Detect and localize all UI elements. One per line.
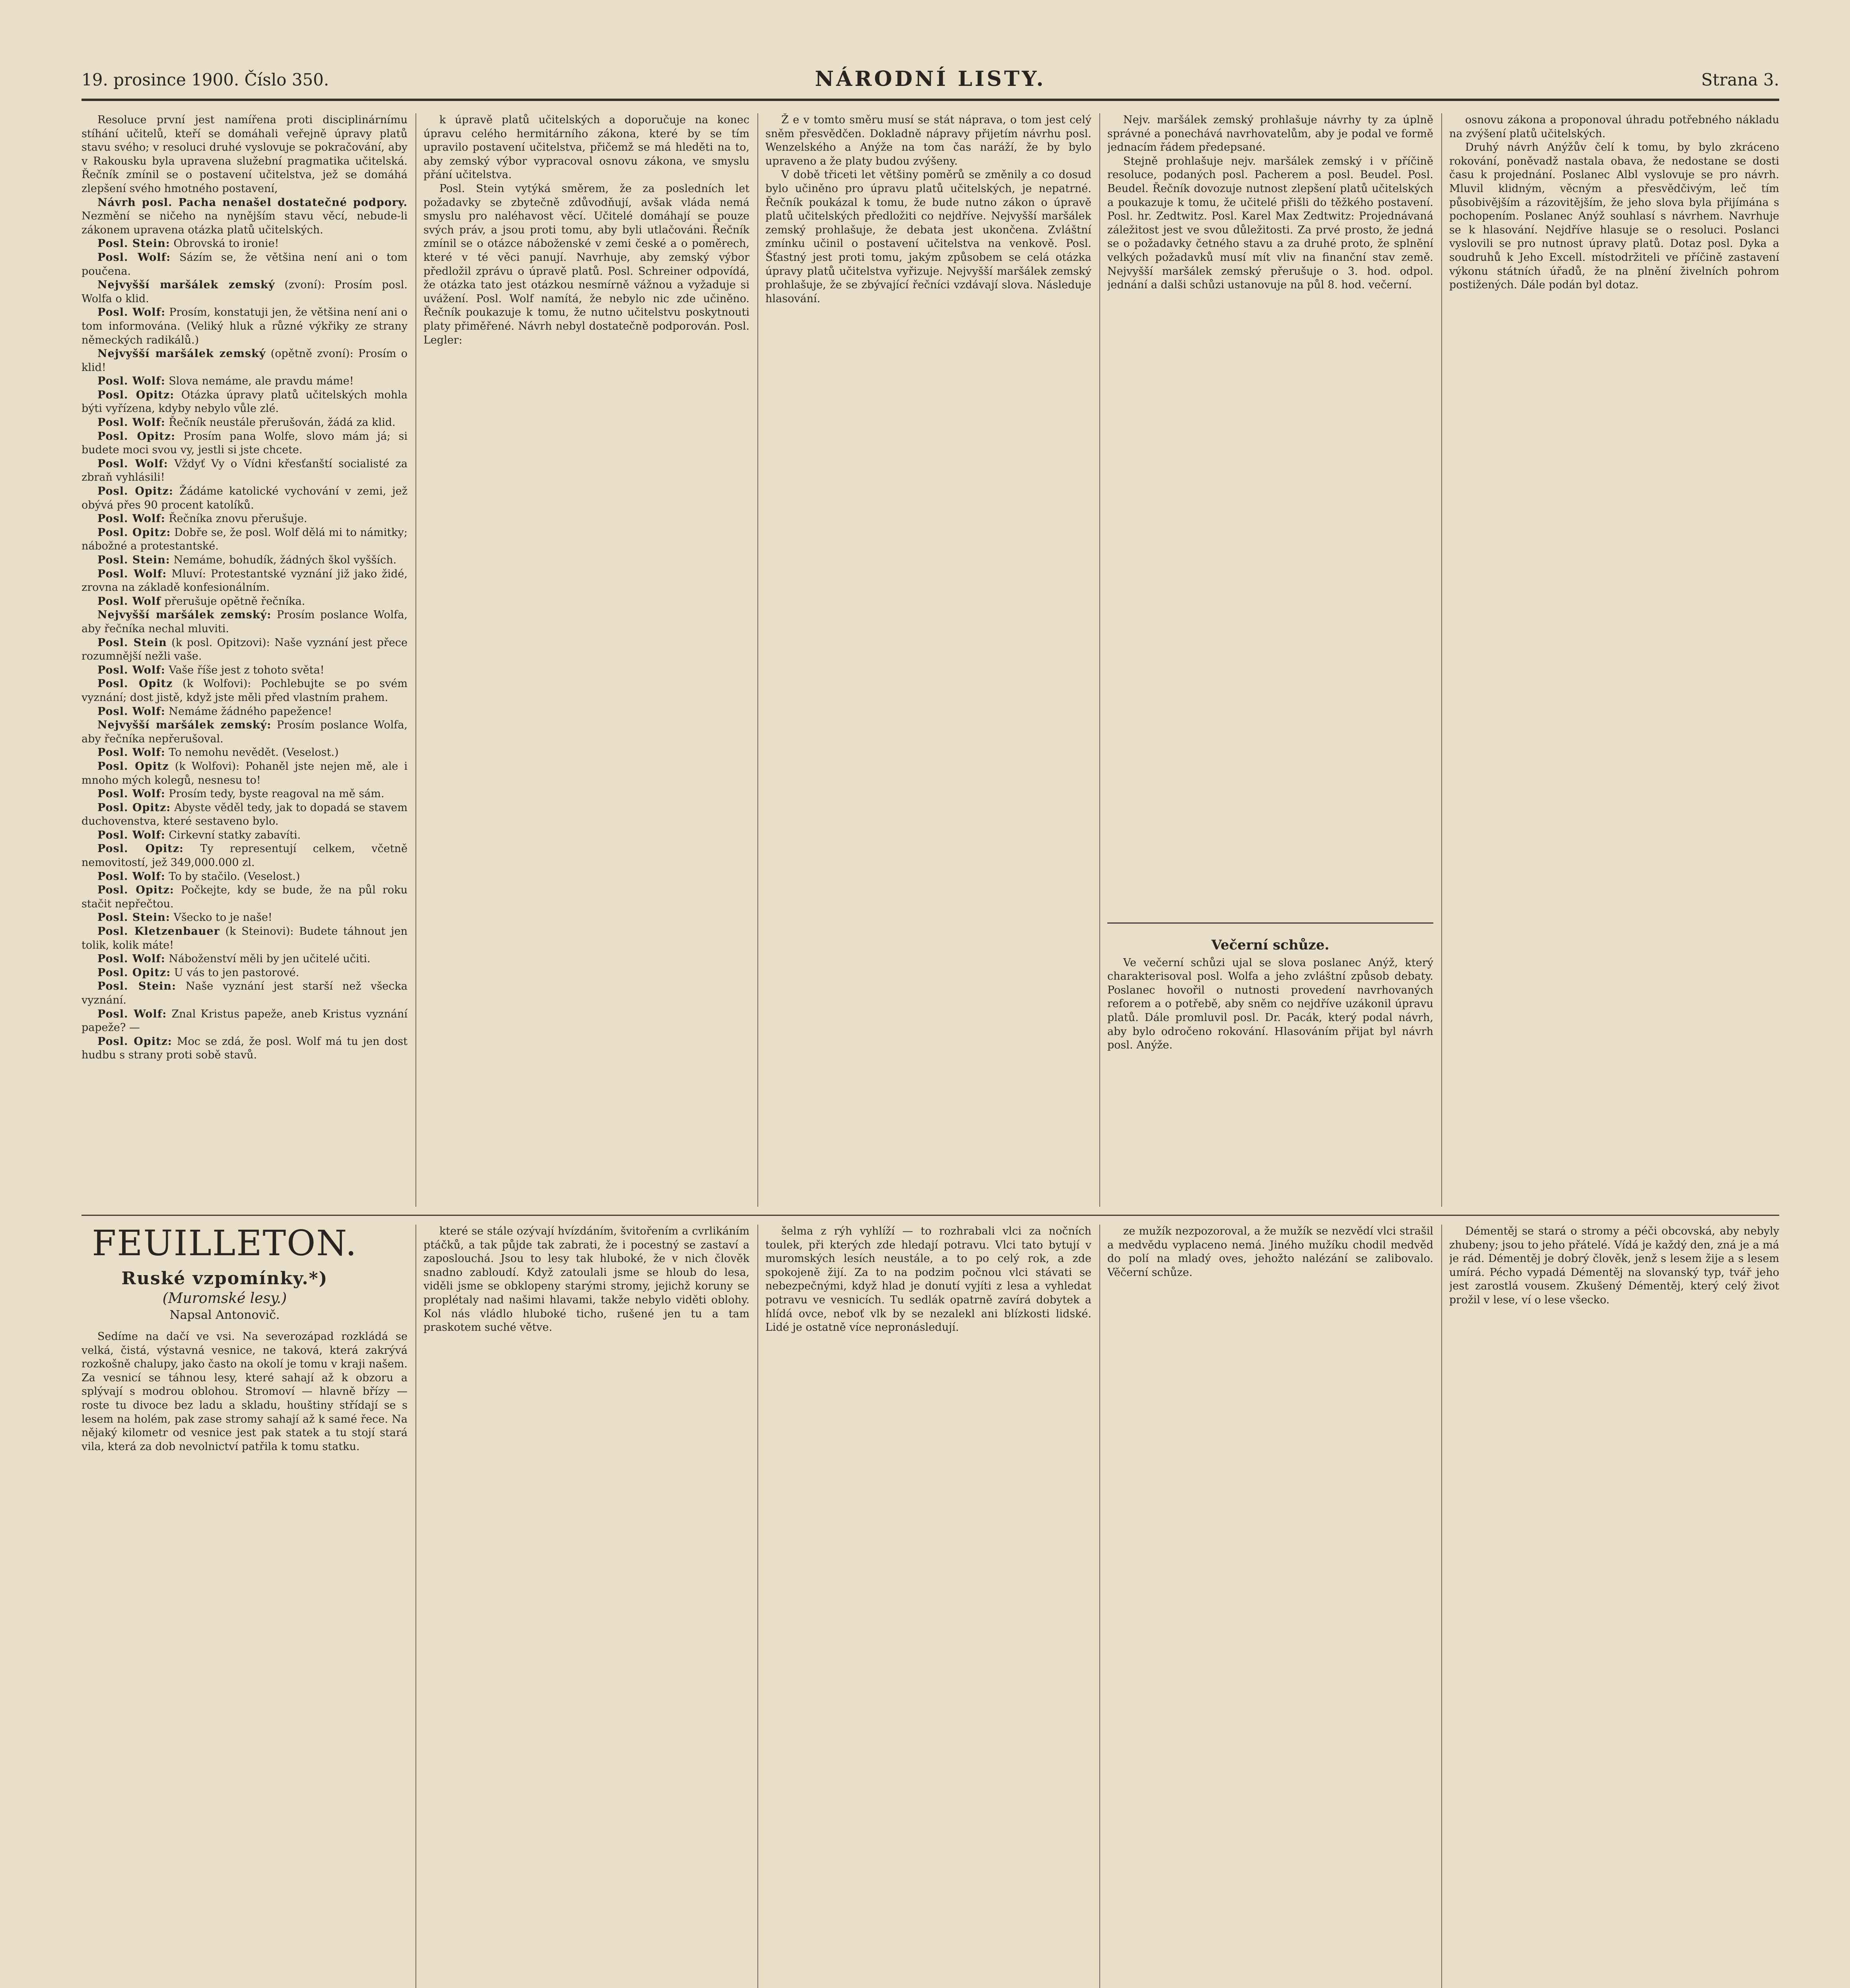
feuilleton-column-3	[765, 1225, 1091, 1988]
speaker-name: Posl. Opitz:	[97, 388, 175, 401]
speaker-name: Posl. Opitz:	[97, 485, 173, 498]
speech-text: přerušuje opětně řečníka.	[164, 595, 305, 608]
feuilleton-text-2: které se stále ozývají hvízdáním, švitořením a cvrlikáním ptáčků, a tak půjde tak zabrati, že i pocestný se zastaví a zaposlouchá. Jsou to lesy tak hluboké, že v nich člověk snadno zabloudí. Když zatoulali jsme se hloub do lesa, viděli jsme se obklopeny starými stromy, jejichž koruny se proplétaly nad našimi hlavami, takže nebylo viděti oblohy. Kol nás vládlo hluboké ticho, rušené jen tu a tam praskotem suché větve.	[423, 1225, 749, 1334]
evening-session-text: Ve večerní schůzi ujal se slova poslanec Anýž, který charakterisoval posl. Wolfa a jeho zvláštní způsob debaty. Poslanec hovořil o nutnosti provedení navrhovaných reforem a o potřebě, aby sněm co nejdříve uzákonil úpravu platů. Dále promluvil posl. Dr. Pacák, který podal návrh, aby bylo odročeno rokování. Hlasováním přijat byl návrh posl. Anýže.	[1107, 956, 1433, 1052]
speech-text: Náboženství měli by jen učitelé učiti.	[169, 953, 371, 965]
speech-paragraph	[82, 512, 408, 526]
speaker-name: Posl. Wolf:	[97, 870, 165, 883]
speech-text: Moc se zdá, že posl. Wolf má tu jen dost hudbu s strany proti sobě stavů.	[82, 1035, 408, 1062]
speech-text: (k Wolfovi): Pochlebujte se po svém vyznání; dost jistě, když jste měli před vlastním prahem.	[82, 678, 408, 704]
speech-text: Otázka úpravy platů učitelských mohla býti vyřízena, kdyby nebylo vůle zlé.	[82, 388, 408, 415]
speech-text: (k posl. Opitzovi): Naše vyznání jest přece rozumnější nežli vaše.	[82, 636, 408, 663]
speaker-name: Posl. Opitz:	[97, 526, 171, 539]
speaker-name: Posl. Wolf:	[97, 953, 165, 965]
column-3	[765, 113, 1091, 1207]
speech-text: (zvoní): Prosím posl. Wolfa o klid.	[82, 279, 408, 305]
feuilleton-text-4: ze mužík nezpozoroval, a že mužík se nezvědí vlci strašil a medvědu vyplaceno nemá. Jiného mužíku chodil medvěd do polí na mladý oves, jehožto nalézání se zalibovalo. Věčerní schůze.	[1107, 1225, 1433, 1279]
column-separator	[1099, 1225, 1100, 1988]
speaker-name: Posl. Wolf:	[97, 664, 165, 676]
column-1	[82, 113, 408, 1207]
speech-paragraph	[82, 760, 408, 787]
speech-text: Nemáme, bohudík, žádných škol vyšších.	[173, 554, 397, 566]
column-separator	[1441, 1225, 1442, 1988]
speech-text: Sázím se, že většina není ani o tom poučena.	[82, 251, 408, 278]
speech-text: Obrovská to ironie!	[173, 237, 279, 250]
speaker-list	[82, 196, 408, 1062]
speaker-name: Posl. Opitz:	[97, 801, 171, 814]
speech-text: Vždyť Vy o Vídni křesťanští socialisté za zbraň vyhlásili!	[82, 457, 408, 484]
speech-text: (opětně zvoní): Prosím o klid!	[82, 348, 408, 374]
speaker-name: Nejvyšší maršálek zemský:	[97, 719, 272, 732]
speaker-name: Posl. Opitz:	[97, 843, 184, 855]
speech-text: Mluví: Protestantské vyznání již jako židé, zrovna na základě konfesionálním.	[82, 567, 408, 594]
speaker-name: Posl. Wolf:	[97, 375, 165, 388]
speech-paragraph	[82, 457, 408, 485]
column-separator	[1099, 113, 1100, 1207]
speech-text: Znal Kristus papeže, aneb Kristus vyznání papeže? —	[82, 1008, 408, 1034]
column-1-lead: Resoluce první jest namířena proti disciplinárnímu stíhání učitelů, kteří se domáhali veřejně úpravy platů stavu svého; v resoluci druhé vyslovuje se pokračování, aby v Rakousku byla upravena služební pragmatika učitelská. Řečník zmínil se o postavení učitelstva, jež se domáhá zlepšení svého hmotného postavení,	[82, 114, 408, 195]
speech-paragraph	[82, 388, 408, 416]
column-3-lead: Ž e v tomto směru musí se stát náprava, o tom jest celý sněm přesvědčen. Dokladně nápravy přijetím návrhu posl. Wenzelského a Anýže na tom čas naráží, že by bylo upraveno a že platy budou zvýšeny.	[765, 114, 1091, 167]
speaker-name: Posl. Stein	[97, 636, 167, 649]
speech-text: Ty representují celkem, včetně nemovitostí, jež 349,000.000 zl.	[82, 843, 408, 869]
speech-text: To nemohu nevědět. (Veselost.)	[169, 746, 339, 759]
story-title: Ruské vzpomínky.*)	[121, 1268, 328, 1289]
feuilleton-text-5: Démentěj se stará o stromy a péči obcovská, aby nebyly zhubeny; jsou to jeho přátelé. Vídá je každý den, zná je a má je rád. Démentěj je dobrý člověk, jenž s lesem žije a s lesem umírá. Pécho vypadá Démentěj na slovanský typ, tvář jeho jest zarostlá vousem. Zkušený Démentěj, který celý život prožil v lese, ví o lese všecko.	[1449, 1225, 1779, 1306]
speech-text: U vás to jen pastorové.	[174, 966, 299, 979]
speech-text: Prosím pana Wolfe, slovo mám já; si budete moci svou vy, jestli si jste chcete.	[82, 430, 408, 456]
speech-paragraph	[82, 567, 408, 595]
speech-text: Všecko to je naše!	[173, 911, 272, 924]
speech-paragraph	[82, 787, 408, 801]
speech-paragraph	[82, 718, 408, 746]
feuilleton-column-5	[1449, 1225, 1779, 1988]
column-separator	[415, 113, 416, 1207]
speaker-name: Posl. Stein:	[97, 554, 170, 566]
page-number: Strana 3.	[1701, 70, 1779, 89]
speech-text: Nezmění se ničeho na nynějším stavu věcí, nebude-li zákonem upravena otázka platů učitelských.	[82, 210, 408, 236]
speech-text: Slova nemáme, ale pravdu máme!	[169, 375, 354, 388]
speech-paragraph	[82, 608, 408, 636]
speaker-name: Posl. Wolf	[97, 595, 161, 608]
speaker-name: Posl. Opitz:	[97, 430, 176, 443]
speaker-name: Posl. Wolf:	[97, 1008, 167, 1020]
speaker-name: Posl. Opitz	[97, 760, 169, 773]
speech-paragraph	[82, 842, 408, 870]
column-5-lead: osnovu zákona a proponoval úhradu potřebného nákladu na zvýšení platů učitelských.	[1449, 114, 1779, 140]
speech-paragraph	[82, 347, 408, 375]
column-separator	[415, 1225, 416, 1988]
speaker-name: Posl. Wolf:	[97, 513, 165, 525]
column-4	[1107, 113, 1433, 909]
speech-paragraph	[82, 636, 408, 664]
speech-paragraph	[82, 952, 408, 966]
column-2	[423, 113, 749, 1207]
column-separator	[757, 1225, 758, 1988]
feuilleton-rule	[82, 1215, 1779, 1216]
speech-paragraph	[82, 416, 408, 430]
speech-paragraph	[82, 677, 408, 705]
feuilleton-column-4	[1107, 1225, 1433, 1988]
section-rule	[1107, 922, 1433, 924]
speech-text: Cirkevní statky zabavíti.	[169, 829, 301, 841]
newspaper-title: NÁRODNÍ LISTY.	[815, 67, 1046, 91]
header-rule	[82, 99, 1779, 101]
speech-paragraph	[82, 966, 408, 980]
speech-text: Řečníka znovu přerušuje.	[169, 513, 307, 525]
speaker-name: Nejvyšší maršálek zemský:	[97, 609, 272, 621]
speech-paragraph	[82, 553, 408, 567]
speech-paragraph	[82, 430, 408, 457]
speaker-name: Posl. Opitz:	[97, 884, 174, 897]
speech-paragraph	[82, 829, 408, 843]
speech-text: Řečník neustále přerušován, žádá za klid.	[169, 416, 396, 429]
column-separator	[757, 113, 758, 1207]
feuilleton-title: FEUILLETON.	[92, 1223, 357, 1264]
speech-paragraph	[82, 1035, 408, 1062]
speech-paragraph	[82, 705, 408, 719]
feuilleton-column-1	[82, 1330, 408, 1988]
feuilleton-text-3: šelma z rýh vyhlíží — to rozhrabali vlci za nočních toulek, při kterých zde hledají potravu. Vlci tato bytují v muromských lesích neustále, a to po celý rok, a zde spokojeně žijí. Za to na podzim počnou vlci stávati se nebezpečnými, když hlad je donutí vyjíti z lesa a vyhledat potravu ve vesnicích. Tu sedlák opatrně zavírá dobytek a hlídá ovce, neboť vlk by se nezalekl ani blízkosti lidské. Lidé je ostatně více nepronásledují.	[765, 1225, 1091, 1334]
speech-paragraph	[82, 251, 408, 278]
speaker-name: Posl. Wolf:	[97, 746, 165, 759]
speaker-name: Posl. Stein:	[97, 237, 170, 250]
speaker-name: Posl. Stein:	[97, 911, 170, 924]
speaker-name: Posl. Wolf:	[97, 567, 167, 580]
speaker-name: Posl. Wolf:	[97, 251, 171, 264]
speech-paragraph	[82, 526, 408, 553]
evening-session-title: Večerní schůze.	[1211, 937, 1330, 953]
speaker-name: Návrh posl. Pacha nenašel dostatečné podpory.	[97, 196, 408, 209]
speaker-name: Posl. Opitz:	[97, 966, 171, 979]
column-4-body: Stejně prohlašuje nejv. maršálek zemský i v příčině resoluce, podaných posl. Pacherem a posl. Beudel. Posl. Beudel. Řečník dovozuje nutnost zlepšení platů učitelských a poukazuje k tomu, že učitelé přišli do těžkého postavení. Posl. hr. Zedtwitz. Posl. Karel Max Zedtwitz: Projednávaná záležitost jest ve svou důležitosti. Za prvé prosto, že jedná se o požadavky četného stavu a za druhé proto, že splnění velkých požadavků musí mít vliv na finanční stav země. Nejvyšší maršálek zemský přerušuje o 3. hod. odpol. jednání a dalši schůzi ustanovuje na půl 8. hod. večerní.	[1107, 155, 1433, 291]
speaker-name: Posl. Wolf:	[97, 788, 165, 800]
speech-paragraph	[82, 196, 408, 237]
speech-text: Počkejte, kdy se bude, že na půl roku stačit nepřečtou.	[82, 884, 408, 910]
speech-text: Prosím tedy, byste reagoval na mě sám.	[169, 788, 384, 800]
speaker-name: Posl. Wolf:	[97, 306, 166, 319]
speaker-name: Posl. Opitz:	[97, 1035, 172, 1048]
feuilleton-text-1: Sedíme na dačí ve vsi. Na severozápad rozkládá se velká, čistá, výstavná vesnice, ne taková, která zakrývá rozkošně chalupy, jako často na okolí je tomu v kraji našem. Za vesnicí se táhnou lesy, které sahají až k obzoru a splývají s modrou oblohou. Stromoví — hlavně břízy — roste tu divoce bez ladu a skladu, houštiny střídají se s lesem na holém, pak zase stromy sahají až k samé řece. Na nějaký kilometr od vesnice jest pak statek a tu stojí stará vila, která za dob nevolnictví patřila k tomu statku.	[82, 1330, 408, 1453]
speech-text: (k Wolfovi): Pohaněl jste nejen mě, ale i mnoho mých kolegů, nesnesu to!	[82, 760, 408, 786]
issue-date: 19. prosince 1900. Číslo 350.	[82, 70, 329, 89]
column-3-body: V době třiceti let většiny poměrů se změnily a co dosud bylo učiněno pro úpravu platů učitelských, je nepatrné. Řečník poukázal k tomu, že bude nutno zákon o úpravě platů učitelských předložiti co nejdříve. Nejvyšší maršálek zemský prohlašuje, že debata jest ukončena. Zvláštní zmínku učinil o postavení učitelstva na venkově. Posl. Šťastný jest proti tomu, jakým způsobem se celá otázka úpravy platů učitelstva vyřizuje. Nejvyšší maršálek zemský prohlašuje, že se zbývající řečníci vzdávají slova. Následuje hlasování.	[765, 169, 1091, 305]
speech-paragraph	[82, 1008, 408, 1035]
column-separator	[1441, 113, 1442, 1207]
column-2-lead: k úpravě platů učitelských a doporučuje na konec úpravu celého hermitárního zákona, které by se tím upravilo postavení učitelstva, přičemž se má hleděti na to, aby zemský výbor vypracoval osnovu zákona, ve smyslu přání učitelstva.	[423, 114, 749, 181]
speaker-name: Posl. Wolf:	[97, 416, 165, 429]
speech-paragraph	[82, 237, 408, 251]
speech-text: Prosím poslance Wolfa, aby řečníka nepřerušoval.	[82, 719, 408, 745]
speech-paragraph	[82, 870, 408, 884]
speaker-name: Nejvyšší maršálek zemský	[97, 279, 275, 291]
speech-paragraph	[82, 980, 408, 1007]
speech-paragraph	[82, 925, 408, 952]
column-2-body: Posl. Stein vytýká směrem, že za posledních let požadavky se zbytečně zdůvodňují, avšak vláda nemá smyslu pro naléhavost věcí. Učitelé domáhají se pouze svých práv, a jsou proti tomu, aby byli utlačováni. Řečník zmínil se o otázce náboženské v zemi české a o poměrech, které v té věci panují. Navrhuje, aby zemský výbor předložil zprávu o úpravě platů. Posl. Schreiner odpovídá, že otázka tato jest otázkou nesmírně vážnou a vyžaduje si uvážení. Posl. Wolf namítá, že nebylo nic zde učiněno. Řečník poukazuje k tomu, že nutno učitelstvu poskytnouti platy přiměřené. Návrh nebyl dostatečně podporován. Posl. Legler:	[423, 182, 749, 346]
speech-paragraph	[82, 485, 408, 512]
feuilleton-column-2	[423, 1225, 749, 1988]
speech-paragraph	[82, 306, 408, 347]
speech-paragraph	[82, 595, 408, 609]
story-author: Napsal Antonovič.	[169, 1308, 280, 1322]
evening-session	[1107, 934, 1433, 1209]
speech-text: Dobře se, že posl. Wolf dělá mi to námitky; nábožné a protestantské.	[82, 526, 408, 553]
speech-text: Naše vyznání jest starší než všecka vyznání.	[82, 980, 408, 1006]
speech-paragraph	[82, 278, 408, 306]
speech-paragraph	[82, 664, 408, 678]
speech-text: Žádáme katolické vychování v zemi, jež obývá přes 90 procent katolíků.	[82, 485, 408, 511]
speaker-name: Posl. Wolf:	[97, 457, 168, 470]
speaker-name: Posl. Kletzenbauer	[97, 925, 220, 938]
speech-text: Nemáme žádného papežence!	[169, 705, 332, 718]
speech-text: Vaše říše jest z tohoto světa!	[169, 664, 324, 676]
speech-paragraph	[82, 375, 408, 388]
speech-text: Abyste věděl tedy, jak to dopadá se stavem duchovenstva, které sestaveno bylo.	[82, 801, 408, 828]
speech-paragraph	[82, 801, 408, 829]
speech-text: Prosím, konstatuji jen, že většina není ani o tom informována. (Veliký hluk a různé výkřiky ze strany německých radikálů.)	[82, 306, 408, 346]
column-5-body: Druhý návrh Anýžův čelí k tomu, by bylo zkráceno rokování, poněvadž nastala obava, že nedostane se dosti času k projednání. Poslanec Albl vyslovuje se pro návrh. Mluvil klidným, věcným a přesvědčivým, leč tím působivějším a rázovitějším, že jeho slova byla přijímána s pochopením. Poslanec Anýž souhlasí s návrhem. Navrhuje se k hlasování. Nejdříve hlasuje se o resoluci. Poslanci vyslovili se pro nutnost úpravy platů. Dotaz posl. Dyka a soudruhů k Jeho Excell. místodržiteli ve příčině zastavení výkonu státních úřadů, že na plnění živelních pohrom postižených. Dále podán byl dotaz.	[1449, 141, 1779, 291]
speaker-name: Posl. Opitz	[97, 678, 173, 690]
speech-paragraph	[82, 746, 408, 760]
story-subtitle: (Muromské lesy.)	[162, 1290, 287, 1307]
speaker-name: Posl. Wolf:	[97, 829, 165, 841]
page-header	[82, 67, 1779, 95]
speech-paragraph	[82, 883, 408, 911]
speaker-name: Nejvyšší maršálek zemský	[97, 348, 266, 360]
column-4-lead: Nejv. maršálek zemský prohlašuje návrhy ty za úplně správné a ponechává navrhovatelům, aby je podal ve formě jednacím řádem předepsané.	[1107, 114, 1433, 154]
speaker-name: Posl. Wolf:	[97, 705, 165, 718]
speaker-name: Posl. Stein:	[97, 980, 177, 993]
speech-paragraph	[82, 911, 408, 925]
column-5	[1449, 113, 1779, 1207]
speech-text: Prosím poslance Wolfa, aby řečníka nechal mluviti.	[82, 609, 408, 635]
speech-text: To by stačilo. (Veselost.)	[169, 870, 300, 883]
speech-text: (k Steinovi): Budete táhnout jen tolik, kolik máte!	[82, 925, 408, 951]
